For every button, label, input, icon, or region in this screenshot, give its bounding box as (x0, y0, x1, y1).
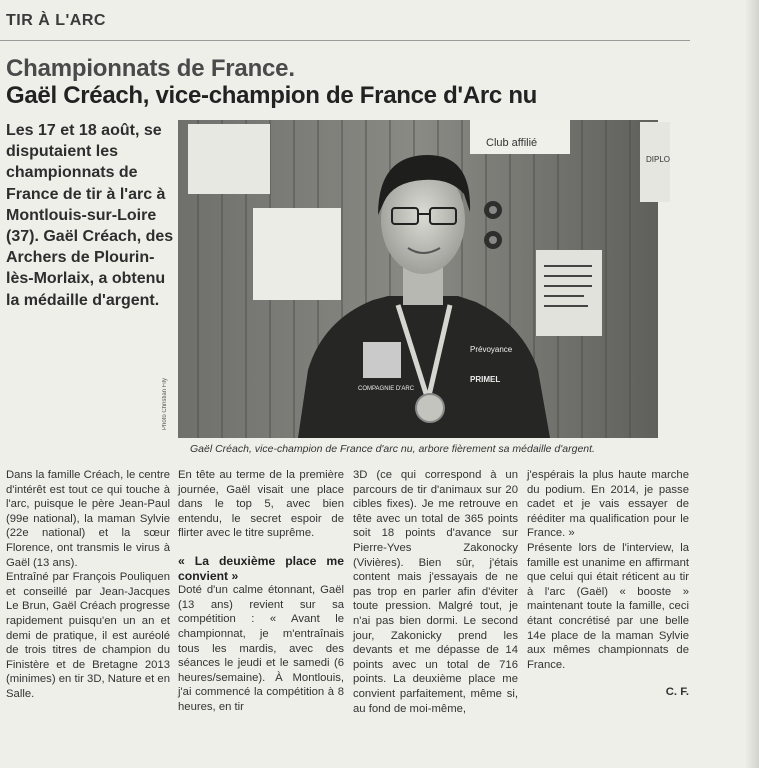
headline-kicker: Championnats de France. (6, 55, 295, 82)
paragraph: En tête au terme de la première journée, Gaël visait une place dans le top 5, avec bien entendu, le secret espoir de flirter avec le titre suprême. (178, 469, 344, 540)
paragraph: j'espérais la plus haute marche du podium. En 2014, je passe cadet et je vais essayer de rééditer ma qualification pour le France. » (527, 469, 689, 540)
article-column-1 (6, 468, 170, 702)
article-column-2 (178, 468, 344, 715)
article-column-3 (353, 468, 518, 716)
sponsor-2-text: PRIMEL (470, 375, 501, 384)
subheading: « La deuxième place me convient » (178, 553, 344, 583)
sponsor-1-text: Prévoyance (470, 345, 513, 354)
poster-club-text: Club affilié (486, 137, 538, 149)
author-signature: C. F. (665, 686, 689, 699)
rubric-divider (0, 40, 690, 41)
photo-caption: Gaël Créach, vice-champion de France d'arc nu, arbore fièrement sa médaille d'argent. (190, 443, 595, 455)
paragraph: 3D (ce qui correspond à un parcours de tir d'animaux sur 20 cibles fixes). Je me retrouve en tête avec un total de 365 points soit 18 points d'avance sur Pierre-Yves Zakonocky (Vivières). Bien sûr, j'étais content mais j'essayais de ne pas trop en parler afin d'éviter toute pression. Malgré tout, je n'ai pas bien dormi. Le second jour, Zakonicky prend les devants et me dépasse de 14 points avec un total de 716 points. La deuxième place me convient parfaitement, même si, au fond de moi-même, (353, 469, 518, 715)
paragraph: Entraîné par François Pouliquen et conseillé par Jean-Jacques Le Brun, Gaël Créach progresse rapidement puisqu'en un an et demi de pratique, il est auréolé de trois titres de champion du Finistère et de Bretagne 2013 (minimes) en tir 3D, Nature et en Salle. (6, 571, 170, 700)
poster-diplo-text: DIPLO (646, 155, 671, 164)
paragraph: Présente lors de l'interview, la famille est unanime en affirmant que celui qui était réticent au tir à l'arc (Gaël) « booste » maintenant toute la famille, ceci étant concrétisé par une belle 14e place de la maman Sylvie aux mêmes championnats de France. (527, 541, 689, 671)
photo-illustration (178, 120, 671, 438)
section-rubric: TIR À L'ARC (6, 12, 106, 29)
photo-credit: Photo Christian Fily (162, 377, 168, 430)
headline-title: Gaël Créach, vice-champion de France d'Arc nu (6, 82, 538, 109)
article-column-4 (527, 468, 689, 700)
shirt-logo-text: COMPAGNIE D'ARC (358, 386, 415, 392)
paragraph: Doté d'un calme étonnant, Gaël (13 ans) revient sur sa compétition : « Avant le championnat, je m'entraînais tous les mardis, avec des séances le jeudi et le samedi (6 heures/semaine). À Montlouis, j'ai commencé la compétition à 8 heures, en tir (178, 584, 344, 713)
article-photo (178, 120, 671, 438)
lede-paragraph: Les 17 et 18 août, se disputaient les championnats de France de tir à l'arc à Montlouis-sur-Loire (37). Gaël Créach, des Archers de Plourin-lès-Morlaix, a obtenu la médaille d'argent. (6, 122, 174, 309)
paragraph: Dans la famille Créach, le centre d'intérêt est tout ce qui touche à l'arc, puisque le père Jean-Paul (99e national), la maman Sylvie (22e national) et la sœur Florence, ont transmis le virus à Gaël (13 ans). (6, 469, 170, 569)
page-fold-shadow (745, 0, 759, 768)
